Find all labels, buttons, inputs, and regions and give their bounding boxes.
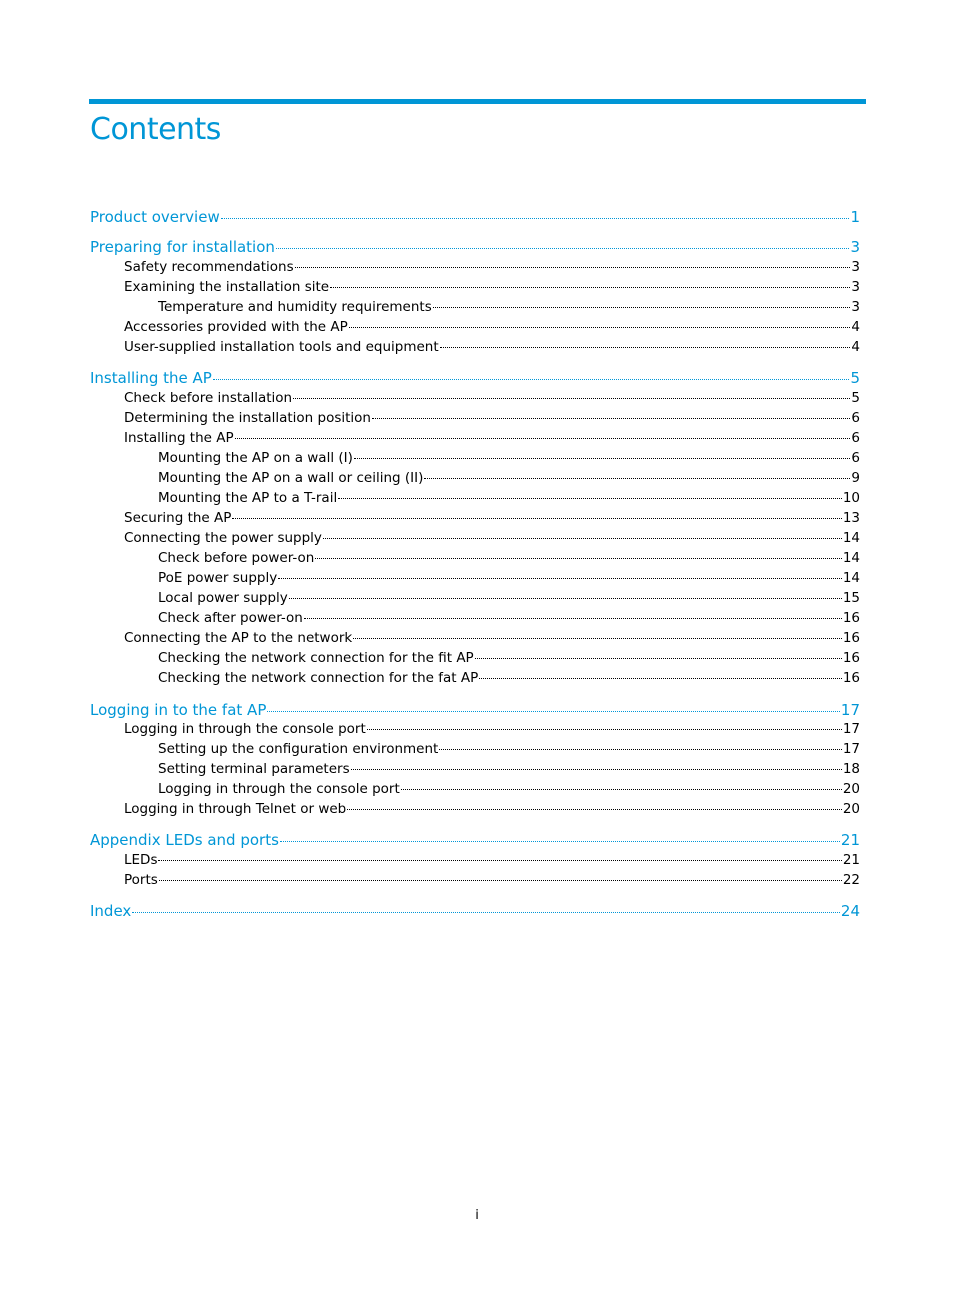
toc-dot-leader: [433, 307, 851, 308]
toc-entry-label: Checking the network connection for the fat AP: [158, 670, 479, 686]
toc-entry-level-2[interactable]: [0, 721, 860, 739]
toc-entry-page-number: 4: [851, 319, 860, 335]
toc-entry-page-number: 21: [842, 852, 860, 868]
toc-entry-page-number: 16: [842, 650, 860, 666]
toc-entry-label: Securing the AP: [124, 510, 232, 526]
toc-entry-label: Check before power-on: [158, 550, 315, 566]
toc-entry-label: Ports: [124, 872, 158, 888]
toc-entry-page-number: 6: [851, 450, 860, 466]
toc-entry-page-number: 17: [842, 721, 860, 737]
toc-entry-page-number: 6: [851, 430, 860, 446]
toc-entry-label: Logging in through the console port: [124, 721, 366, 737]
toc-dot-leader: [267, 711, 840, 712]
toc-entry-level-3[interactable]: [0, 670, 860, 688]
toc-entry-page-number: 16: [842, 610, 860, 626]
toc-dot-leader: [293, 398, 850, 399]
toc-entry-label: Accessories provided with the AP: [124, 319, 348, 335]
toc-entry-page-number: 17: [840, 701, 860, 719]
toc-entry-level-3[interactable]: [0, 450, 860, 468]
toc-entry-level-2[interactable]: [0, 872, 860, 890]
toc-entry-level-2[interactable]: [0, 801, 860, 819]
toc-entry-label: Index: [90, 902, 132, 920]
toc-dot-leader: [439, 749, 842, 750]
toc-entry-level-2[interactable]: [0, 279, 860, 297]
toc-entry-label: Connecting the power supply: [124, 530, 322, 546]
toc-dot-leader: [315, 558, 841, 559]
page-title: Contents: [90, 112, 221, 147]
toc-dot-leader: [354, 458, 851, 459]
toc-entry-page-number: 3: [851, 279, 860, 295]
toc-entry-level-2[interactable]: [0, 530, 860, 548]
toc-entry-level-2[interactable]: [0, 630, 860, 648]
toc-entry-level-3[interactable]: [0, 590, 860, 608]
toc-dot-leader: [132, 912, 840, 913]
toc-entry-label: User-supplied installation tools and equipment: [124, 339, 439, 355]
toc-entry-label: Determining the installation position: [124, 410, 371, 426]
toc-dot-leader: [353, 638, 842, 639]
toc-entry-level-1[interactable]: [0, 208, 860, 228]
toc-entry-page-number: 15: [842, 590, 860, 606]
toc-dot-leader: [372, 418, 850, 419]
toc-dot-leader: [475, 658, 842, 659]
toc-entry-level-1[interactable]: [0, 831, 860, 851]
toc-entry-page-number: 17: [842, 741, 860, 757]
toc-dot-leader: [479, 678, 842, 679]
toc-entry-page-number: 14: [842, 550, 860, 566]
toc-entry-level-3[interactable]: [0, 610, 860, 628]
toc-dot-leader: [347, 809, 842, 810]
toc-entry-page-number: 3: [850, 238, 860, 256]
toc-entry-level-2[interactable]: [0, 430, 860, 448]
toc-entry-page-number: 5: [850, 369, 860, 387]
toc-entry-page-number: 3: [851, 259, 860, 275]
toc-entry-page-number: 16: [842, 670, 860, 686]
toc-dot-leader: [280, 841, 840, 842]
toc-entry-label: Installing the AP: [90, 369, 212, 387]
toc-entry-label: Setting terminal parameters: [158, 761, 350, 777]
toc-dot-leader: [330, 287, 850, 288]
toc-entry-label: Logging in to the fat AP: [90, 701, 267, 719]
toc-entry-label: Temperature and humidity requirements: [158, 299, 432, 315]
toc-dot-leader: [232, 518, 841, 519]
toc-entry-page-number: 5: [851, 390, 860, 406]
toc-entry-level-2[interactable]: [0, 319, 860, 337]
toc-entry-level-3[interactable]: [0, 550, 860, 568]
toc-entry-label: Connecting the AP to the network: [124, 630, 353, 646]
toc-entry-level-3[interactable]: [0, 650, 860, 668]
toc-entry-label: Installing the AP: [124, 430, 234, 446]
toc-entry-page-number: 21: [840, 831, 860, 849]
toc-entry-level-3[interactable]: [0, 781, 860, 799]
toc-dot-leader: [295, 267, 851, 268]
toc-entry-label: Logging in through Telnet or web: [124, 801, 347, 817]
toc-entry-label: Product overview: [90, 208, 220, 226]
toc-entry-level-2[interactable]: [0, 410, 860, 428]
toc-entry-level-1[interactable]: [0, 902, 860, 922]
toc-entry-page-number: 18: [842, 761, 860, 777]
toc-entry-level-1[interactable]: [0, 701, 860, 721]
toc-entry-label: LEDs: [124, 852, 158, 868]
toc-dot-leader: [351, 769, 842, 770]
toc-entry-level-3[interactable]: [0, 299, 860, 317]
toc-entry-level-3[interactable]: [0, 761, 860, 779]
toc-dot-leader: [338, 498, 842, 499]
toc-dot-leader: [221, 218, 850, 219]
toc-dot-leader: [276, 248, 850, 249]
toc-entry-label: PoE power supply: [158, 570, 278, 586]
toc-entry-label: Checking the network connection for the fit AP: [158, 650, 474, 666]
toc-entry-page-number: 9: [851, 470, 860, 486]
toc-entry-level-3[interactable]: [0, 741, 860, 759]
toc-dot-leader: [278, 578, 842, 579]
toc-entry-level-1[interactable]: [0, 238, 860, 258]
toc-entry-level-2[interactable]: [0, 339, 860, 357]
toc-entry-label: Check after power-on: [158, 610, 303, 626]
toc-entry-label: Appendix LEDs and ports: [90, 831, 279, 849]
toc-entry-page-number: 20: [842, 801, 860, 817]
toc-entry-label: Safety recommendations: [124, 259, 294, 275]
toc-entry-label: Mounting the AP to a T-rail: [158, 490, 338, 506]
toc-dot-leader: [323, 538, 842, 539]
toc-entry-page-number: 14: [842, 570, 860, 586]
toc-entry-level-3[interactable]: [0, 470, 860, 488]
toc-entry-page-number: 4: [851, 339, 860, 355]
footer-page-number: i: [475, 1208, 479, 1223]
toc-dot-leader: [367, 729, 842, 730]
toc-entry-label: Examining the installation site: [124, 279, 330, 295]
toc-dot-leader: [158, 860, 841, 861]
toc-entry-page-number: 3: [851, 299, 860, 315]
toc-dot-leader: [159, 880, 842, 881]
toc-dot-leader: [235, 438, 851, 439]
toc-entry-level-3[interactable]: [0, 570, 860, 588]
toc-dot-leader: [213, 379, 850, 380]
toc-entry-label: Logging in through the console port: [158, 781, 400, 797]
toc-entry-label: Check before installation: [124, 390, 293, 406]
toc-entry-label: Local power supply: [158, 590, 288, 606]
toc-entry-page-number: 16: [842, 630, 860, 646]
toc-entry-level-2[interactable]: [0, 510, 860, 528]
toc-entry-page-number: 14: [842, 530, 860, 546]
toc-entry-page-number: 1: [850, 208, 860, 226]
toc-dot-leader: [401, 789, 842, 790]
toc-entry-label: Preparing for installation: [90, 238, 275, 256]
toc-entry-page-number: 24: [840, 902, 860, 920]
toc-entry-page-number: 10: [842, 490, 860, 506]
toc-entry-label: Setting up the configuration environment: [158, 741, 439, 757]
toc-dot-leader: [440, 347, 851, 348]
toc-entry-level-2[interactable]: [0, 390, 860, 408]
toc-dot-leader: [289, 598, 842, 599]
toc-entry-level-2[interactable]: [0, 259, 860, 277]
toc-entry-level-3[interactable]: [0, 490, 860, 508]
toc-entry-level-2[interactable]: [0, 852, 860, 870]
toc-entry-page-number: 13: [842, 510, 860, 526]
toc-entry-level-1[interactable]: [0, 369, 860, 389]
toc-dot-leader: [349, 327, 851, 328]
toc-entry-page-number: 6: [851, 410, 860, 426]
toc-dot-leader: [424, 478, 850, 479]
toc-entry-label: Mounting the AP on a wall or ceiling (II): [158, 470, 424, 486]
toc-dot-leader: [304, 618, 842, 619]
toc-entry-page-number: 20: [842, 781, 860, 797]
toc-entry-label: Mounting the AP on a wall (I): [158, 450, 353, 466]
toc-entry-page-number: 22: [842, 872, 860, 888]
